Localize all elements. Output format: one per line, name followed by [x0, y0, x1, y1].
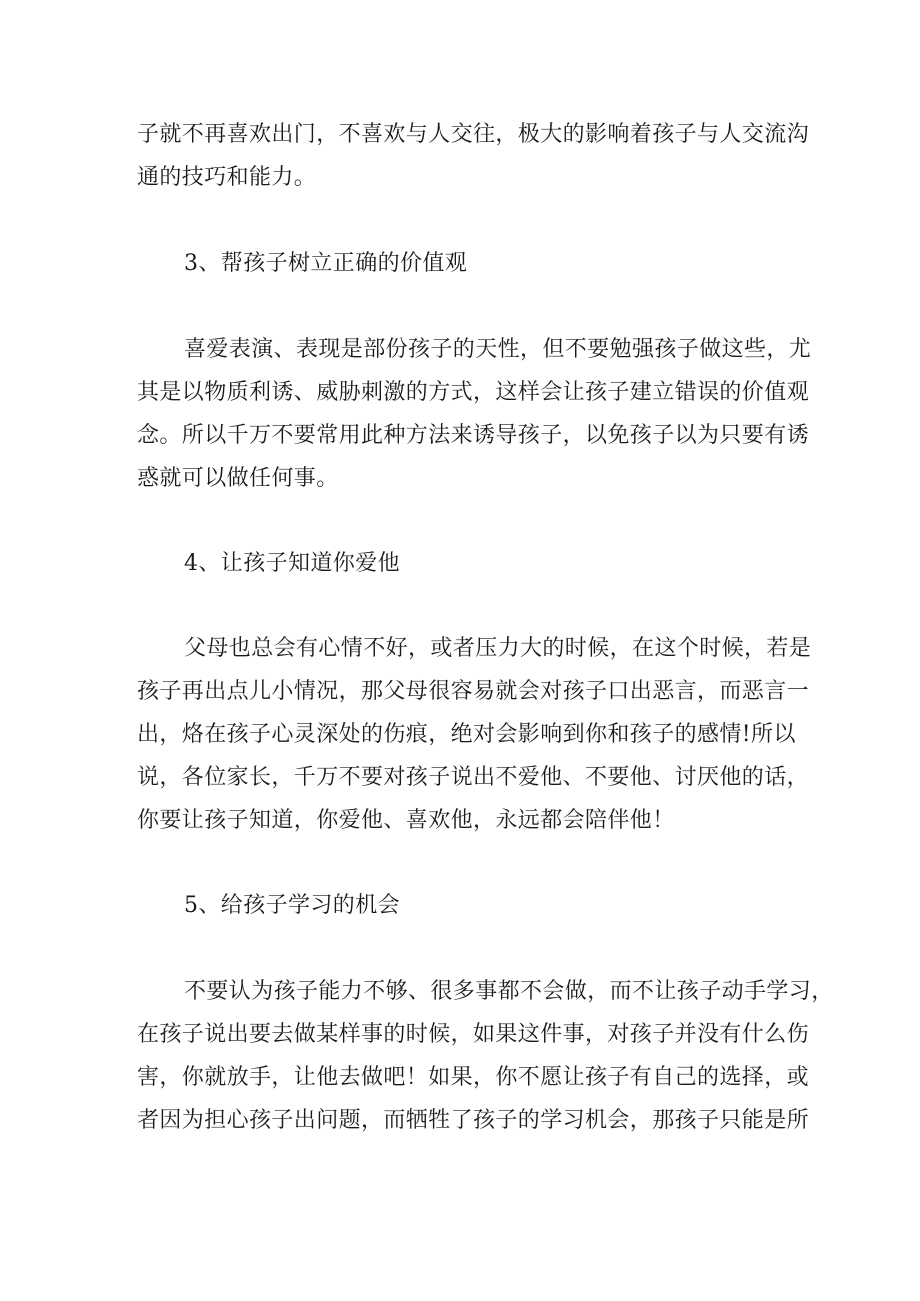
- paragraph-line: 你要让孩子知道，你爱他、喜欢他，永远都会陪伴他！: [137, 808, 675, 833]
- section-5-heading: 5、给孩子学习的机会: [184, 893, 400, 918]
- paragraph-line: 出，烙在孩子心灵深处的伤痕，绝对会影响到你和孩子的感情!所以: [137, 722, 796, 747]
- intro-paragraph: [137, 113, 810, 199]
- section-4-paragraph: [137, 627, 812, 842]
- paragraph-line: 通的技巧和能力。: [137, 165, 317, 190]
- section-4-heading: 4、让孩子知道你爱他: [184, 551, 400, 576]
- paragraph-line: 喜爱表演、表现是部份孩子的天性，但不要勉强孩子做这些，尤: [184, 337, 812, 362]
- paragraph-line: 在孩子说出要去做某样事的时候，如果这件事，对孩子并没有什么伤: [137, 1022, 810, 1047]
- paragraph-line: 子就不再喜欢出门，不喜欢与人交往，极大的影响着孩子与人交流沟: [137, 122, 810, 147]
- paragraph-line: 害，你就放手，让他去做吧！如果，你不愿让孩子有自己的选择，或: [137, 1065, 810, 1090]
- paragraph-line: 惑就可以做任何事。: [137, 466, 339, 491]
- paragraph-line: 孩子再出点儿小情况，那父母很容易就会对孩子口出恶言，而恶言一: [137, 679, 810, 704]
- paragraph-line: 父母也总会有心情不好，或者压力大的时候，在这个时候，若是: [184, 636, 812, 661]
- paragraph-line: 说，各位家长，千万不要对孩子说出不爱他、不要他、讨厌他的话，: [137, 765, 810, 790]
- paragraph-line: 不要认为孩子能力不够、很多事都不会做，而不让孩子动手学习，: [184, 979, 834, 1004]
- paragraph-line: 者因为担心孩子出问题，而牺牲了孩子的学习机会，那孩子只能是所: [137, 1108, 810, 1133]
- paragraph-line: 念。所以千万不要常用此种方法来诱导孩子，以免孩子以为只要有诱: [137, 423, 810, 448]
- paragraph-line: 其是以物质利诱、威胁刺激的方式，这样会让孩子建立错误的价值观: [137, 380, 810, 405]
- section-5-paragraph: [137, 970, 834, 1142]
- section-3-paragraph: [137, 328, 812, 500]
- section-3-heading: 3、帮孩子树立正确的价值观: [184, 251, 468, 276]
